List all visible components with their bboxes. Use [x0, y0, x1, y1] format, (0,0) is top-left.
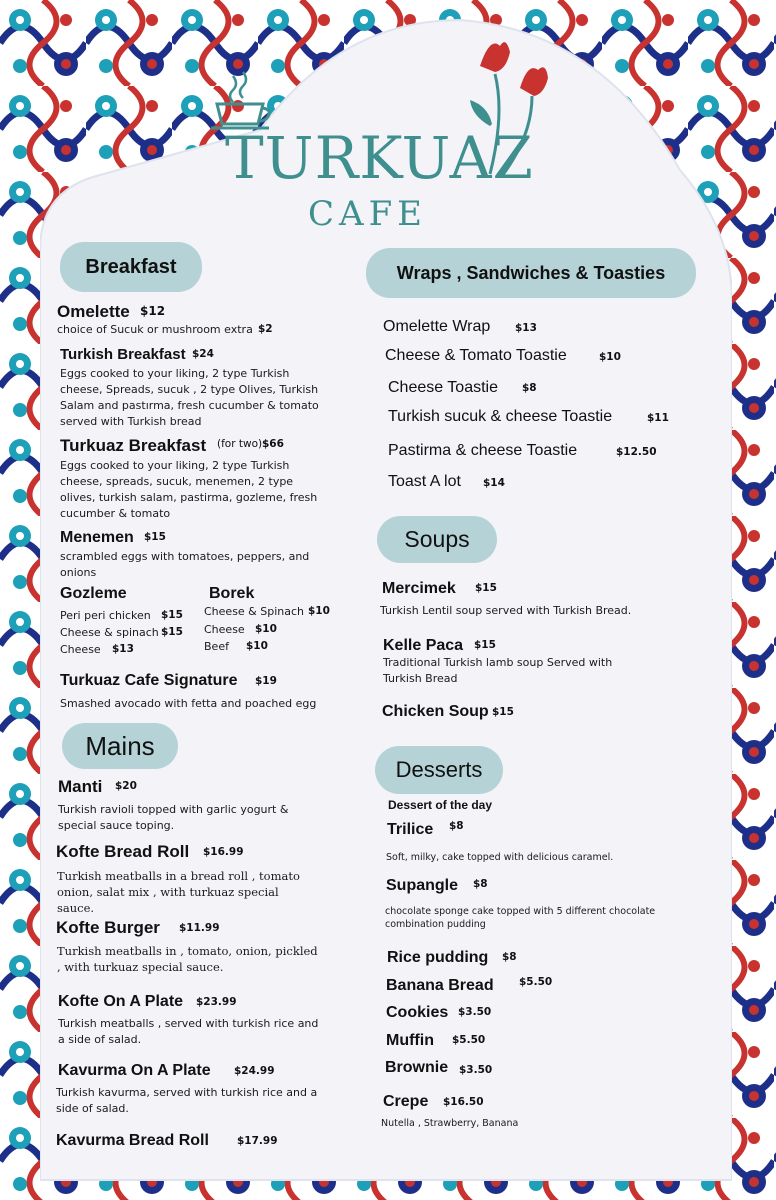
item-omelette-price: $12 [140, 304, 166, 318]
item-kofte-roll-name: Kofte Bread Roll [56, 842, 190, 861]
dessert-supangle-desc: chocolate sponge cake topped with 5 different chocolate combination pudding [385, 906, 656, 930]
item-signature-name: Turkuaz Cafe Signature [60, 672, 238, 689]
item-omelette-extra-price: $2 [258, 323, 273, 335]
item-borek-name: Borek [209, 585, 255, 602]
item-signature-desc: Smashed avocado with fetta and poached egg [60, 697, 317, 710]
item-turkuaz-breakfast-note: (for two) [217, 438, 263, 450]
dessert-crepe-name: Crepe [383, 1093, 429, 1110]
dessert-cookies-name: Cookies [386, 1004, 449, 1021]
soup-mercimek-price: $15 [475, 582, 497, 594]
dessert-rice-price: $8 [502, 951, 517, 963]
wrap-item-2-name: Cheese & Tomato Toastie [385, 347, 567, 364]
gozleme-option-2-price: $15 [161, 626, 183, 638]
item-kofte-roll-price: $16.99 [203, 846, 244, 858]
item-menemen-price: $15 [144, 531, 166, 543]
item-kavurma-plate-name: Kavurma On A Plate [58, 1062, 211, 1079]
wrap-item-5-name: Pastirma & cheese Toastie [388, 442, 578, 459]
dessert-trilice-desc: Soft, milky, cake topped with delicious caramel. [386, 852, 614, 863]
borek-option-3-name: Beef [204, 640, 229, 653]
borek-option-2-price: $10 [255, 623, 277, 635]
borek-option-1-name: Cheese & Spinach [204, 605, 305, 618]
wrap-item-3-price: $8 [522, 382, 537, 394]
item-signature-price: $19 [255, 675, 277, 687]
wrap-item-2-price: $10 [599, 351, 621, 363]
wrap-item-1-name: Omelette Wrap [383, 318, 491, 335]
item-kavurma-roll-name: Kavurma Bread Roll [56, 1132, 209, 1149]
section-mains-label: Mains [85, 730, 155, 761]
gozleme-option-1-price: $15 [161, 609, 183, 621]
dessert-cookies-price: $3.50 [458, 1006, 492, 1018]
item-kavurma-roll-price: $17.99 [237, 1135, 278, 1147]
item-manti-desc: Turkish ravioli topped with garlic yogurt & special sauce toping. [58, 803, 289, 832]
item-turkish-breakfast-desc: Eggs cooked to your liking, 2 type Turkish cheese, Spreads, sucuk , 2 type Olives, Turkish Salam and pastırma, fresh cucumber & tomato served with Turkish bread [60, 367, 319, 428]
item-manti-name: Manti [58, 777, 103, 796]
item-kavurma-plate-desc: Turkish kavurma, served with turkish rice and a side of salad. [56, 1086, 318, 1115]
section-wraps [366, 248, 696, 298]
dessert-crepe-price: $16.50 [443, 1096, 484, 1108]
gozleme-option-2-name: Cheese & spinach [60, 626, 159, 639]
dessert-supangle-name: Supangle [386, 877, 459, 894]
dessert-banana-price: $5.50 [519, 976, 553, 988]
wrap-item-4-name: Turkish sucuk & cheese Toastie [388, 408, 613, 425]
wrap-item-1-price: $13 [515, 322, 537, 334]
item-kofte-plate-desc: Turkish meatballs , served with turkish rice and a side of salad. [58, 1017, 319, 1046]
item-kofte-plate-name: Kofte On A Plate [58, 993, 184, 1010]
soup-chicken-price: $15 [492, 706, 514, 718]
section-soups [377, 516, 497, 563]
item-turkuaz-breakfast-desc: Eggs cooked to your liking, 2 type Turkish cheese, spreads, sucuk, menemen, 2 type olives, turkish salam, pastirma, gozleme, fresh cucumber & tomato [60, 459, 318, 520]
item-kofte-roll-desc: Turkish meatballs in a bread roll , tomato onion, salat mix , with turkuaz special sauce. [57, 869, 300, 915]
gozleme-option-3-name: Cheese [60, 643, 101, 656]
item-menemen-desc: scrambled eggs with tomatoes, peppers, and onions [60, 550, 310, 579]
dessert-banana-name: Banana Bread [386, 977, 494, 994]
gozleme-option-1-name: Peri peri chicken [60, 609, 151, 622]
item-kofte-burger-price: $11.99 [179, 922, 220, 934]
item-menemen-name: Menemen [60, 529, 134, 546]
dessert-rice-name: Rice pudding [387, 949, 489, 966]
soup-mercimek-desc: Turkish Lentil soup served with Turkish Bread. [380, 604, 632, 617]
item-turkish-breakfast-name: Turkish Breakfast [60, 346, 186, 363]
item-kofte-burger-desc: Turkish meatballs in , tomato, onion, pickled , with turkuaz special sauce. [57, 944, 318, 974]
item-gozleme-name: Gozleme [60, 585, 127, 602]
section-breakfast-label: Breakfast [85, 255, 177, 278]
borek-option-3-price: $10 [246, 640, 268, 652]
section-desserts-label: Desserts [395, 757, 483, 782]
item-omelette-name: Omelette [57, 302, 130, 321]
dessert-trilice-price: $8 [449, 820, 464, 832]
soup-kelle-name: Kelle Paca [383, 637, 464, 654]
section-desserts [375, 746, 503, 794]
dessert-brownie-name: Brownie [385, 1059, 449, 1076]
section-soups-label: Soups [404, 526, 470, 552]
dessert-of-the-day: Dessert of the day [388, 798, 493, 812]
soup-kelle-desc: Traditional Turkish lamb soup Served with Turkish Bread [383, 656, 613, 685]
wrap-item-4-price: $11 [647, 412, 669, 424]
item-omelette-desc: choice of Sucuk or mushroom extra [57, 323, 253, 336]
logo-title: TURKUAZ [225, 124, 534, 192]
wrap-item-3-name: Cheese Toastie [388, 379, 498, 396]
soup-chicken-name: Chicken Soup [382, 703, 489, 720]
wrap-item-5-price: $12.50 [616, 446, 657, 458]
borek-option-1-price: $10 [308, 605, 330, 617]
section-mains [62, 723, 178, 769]
item-kofte-plate-price: $23.99 [196, 996, 237, 1008]
wrap-item-6-name: Toast A lot [388, 473, 461, 490]
borek-option-2-name: Cheese [204, 623, 245, 636]
dessert-muffin-price: $5.50 [452, 1034, 486, 1046]
item-manti-price: $20 [115, 780, 137, 792]
dessert-supangle-price: $8 [473, 878, 488, 890]
item-turkuaz-breakfast-price: $66 [262, 438, 284, 450]
item-turkish-breakfast-price: $24 [192, 348, 214, 360]
gozleme-option-3-price: $13 [112, 643, 134, 655]
dessert-muffin-name: Muffin [386, 1032, 434, 1049]
item-turkuaz-breakfast-name: Turkuaz Breakfast [60, 436, 207, 455]
dessert-crepe-desc: Nutella , Strawberry, Banana [381, 1118, 519, 1129]
soup-kelle-price: $15 [474, 639, 496, 651]
item-kofte-burger-name: Kofte Burger [56, 918, 160, 937]
dessert-trilice-name: Trilice [387, 821, 434, 838]
soup-mercimek-name: Mercimek [382, 580, 456, 597]
section-wraps-label: Wraps , Sandwiches & Toasties [396, 262, 666, 283]
dessert-brownie-price: $3.50 [459, 1064, 493, 1076]
wrap-item-6-price: $14 [483, 477, 505, 489]
item-kavurma-plate-price: $24.99 [234, 1065, 275, 1077]
section-breakfast [60, 242, 202, 292]
logo-subtitle: CAFE [308, 194, 427, 234]
